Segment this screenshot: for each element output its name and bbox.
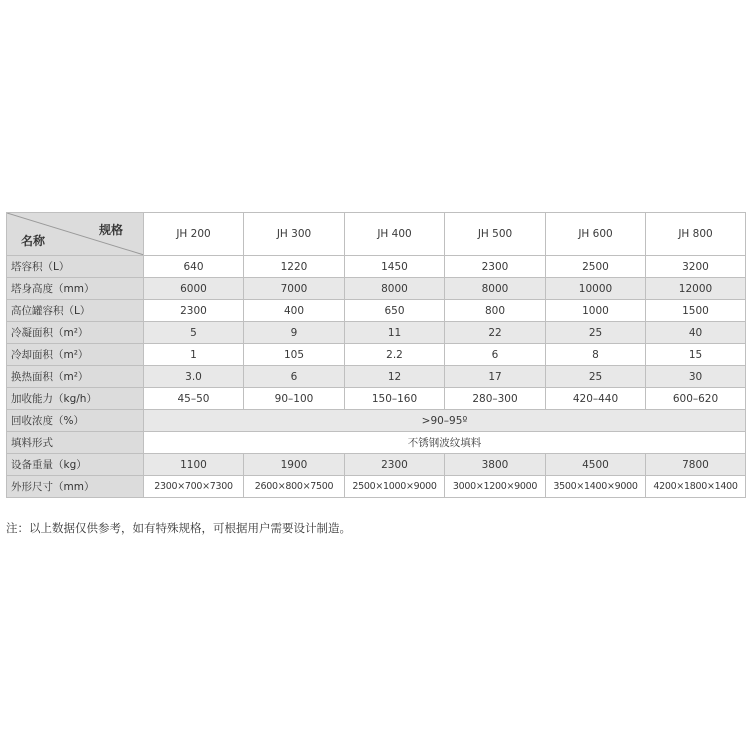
table-row xyxy=(7,256,746,278)
table-cell: 1 xyxy=(144,344,244,366)
table-cell: 3200 xyxy=(646,256,746,278)
row-label: 高位罐容积（L） xyxy=(7,300,144,322)
table-cell: 2300×700×7300 xyxy=(144,476,244,498)
table-cell: 1000 xyxy=(546,300,646,322)
table-row xyxy=(7,344,746,366)
table-row xyxy=(7,366,746,388)
table-cell: 90–100 xyxy=(244,388,345,410)
table-cell: 600–620 xyxy=(646,388,746,410)
header-row xyxy=(7,213,746,256)
table-cell: 3.0 xyxy=(144,366,244,388)
table-cell: 4200×1800×1400 xyxy=(646,476,746,498)
spec-sheet xyxy=(6,212,745,498)
table-cell: 1500 xyxy=(646,300,746,322)
table-cell: 420–440 xyxy=(546,388,646,410)
row-label: 外形尺寸（mm） xyxy=(7,476,144,498)
model-header: JH 300 xyxy=(244,213,345,256)
table-cell: 1220 xyxy=(244,256,345,278)
table-cell: 30 xyxy=(646,366,746,388)
model-header: JH 400 xyxy=(345,213,445,256)
table-cell: 10000 xyxy=(546,278,646,300)
table-cell: 8000 xyxy=(445,278,546,300)
table-cell: 650 xyxy=(345,300,445,322)
row-label: 塔身高度（mm） xyxy=(7,278,144,300)
table-cell: 11 xyxy=(345,322,445,344)
corner-cell xyxy=(7,213,144,256)
table-cell: 2600×800×7500 xyxy=(244,476,345,498)
table-row xyxy=(7,388,746,410)
table-cell: 280–300 xyxy=(445,388,546,410)
table-cell: 12 xyxy=(345,366,445,388)
table-cell: 22 xyxy=(445,322,546,344)
table-cell: 8 xyxy=(546,344,646,366)
table-row xyxy=(7,454,746,476)
table-cell: 1100 xyxy=(144,454,244,476)
table-cell: 12000 xyxy=(646,278,746,300)
table-cell: 2.2 xyxy=(345,344,445,366)
table-row xyxy=(7,278,746,300)
table-cell: 2300 xyxy=(144,300,244,322)
model-header: JH 600 xyxy=(546,213,646,256)
row-label: 冷却面积（m²） xyxy=(7,344,144,366)
table-cell: 17 xyxy=(445,366,546,388)
table-cell: 105 xyxy=(244,344,345,366)
footnote: 注：以上数据仅供参考，如有特殊规格，可根据用户需要设计制造。 xyxy=(6,521,351,535)
table-cell: 5 xyxy=(144,322,244,344)
table-cell: 3500×1400×9000 xyxy=(546,476,646,498)
table-cell: 1450 xyxy=(345,256,445,278)
model-header: JH 500 xyxy=(445,213,546,256)
model-header: JH 200 xyxy=(144,213,244,256)
model-header: JH 800 xyxy=(646,213,746,256)
corner-name-label: 名称 xyxy=(21,234,46,248)
table-cell: 45–50 xyxy=(144,388,244,410)
row-label: 加收能力（kg/h） xyxy=(7,388,144,410)
spec-table xyxy=(6,212,746,498)
merged-cell: >90–95º xyxy=(144,410,746,432)
table-cell: 2300 xyxy=(445,256,546,278)
table-cell: 25 xyxy=(546,366,646,388)
table-cell: 40 xyxy=(646,322,746,344)
table-cell: 2500×1000×9000 xyxy=(345,476,445,498)
table-row xyxy=(7,300,746,322)
table-row xyxy=(7,410,746,432)
table-cell: 8000 xyxy=(345,278,445,300)
table-cell: 150–160 xyxy=(345,388,445,410)
row-label: 填料形式 xyxy=(7,432,144,454)
table-row xyxy=(7,432,746,454)
table-cell: 1900 xyxy=(244,454,345,476)
row-label: 设备重量（kg） xyxy=(7,454,144,476)
row-label: 换热面积（m²） xyxy=(7,366,144,388)
table-cell: 3000×1200×9000 xyxy=(445,476,546,498)
table-cell: 3800 xyxy=(445,454,546,476)
table-cell: 7000 xyxy=(244,278,345,300)
table-cell: 15 xyxy=(646,344,746,366)
table-row xyxy=(7,476,746,498)
corner-spec-label: 规格 xyxy=(98,223,123,237)
table-cell: 400 xyxy=(244,300,345,322)
table-cell: 25 xyxy=(546,322,646,344)
table-cell: 6 xyxy=(445,344,546,366)
table-cell: 7800 xyxy=(646,454,746,476)
row-label: 冷凝面积（m²） xyxy=(7,322,144,344)
row-label: 塔容积（L） xyxy=(7,256,144,278)
row-label: 回收浓度（%） xyxy=(7,410,144,432)
table-cell: 9 xyxy=(244,322,345,344)
table-cell: 6 xyxy=(244,366,345,388)
table-row xyxy=(7,322,746,344)
table-cell: 2500 xyxy=(546,256,646,278)
table-cell: 640 xyxy=(144,256,244,278)
merged-cell: 不锈钢波纹填料 xyxy=(144,432,746,454)
table-cell: 2300 xyxy=(345,454,445,476)
table-cell: 800 xyxy=(445,300,546,322)
table-cell: 4500 xyxy=(546,454,646,476)
table-cell: 6000 xyxy=(144,278,244,300)
